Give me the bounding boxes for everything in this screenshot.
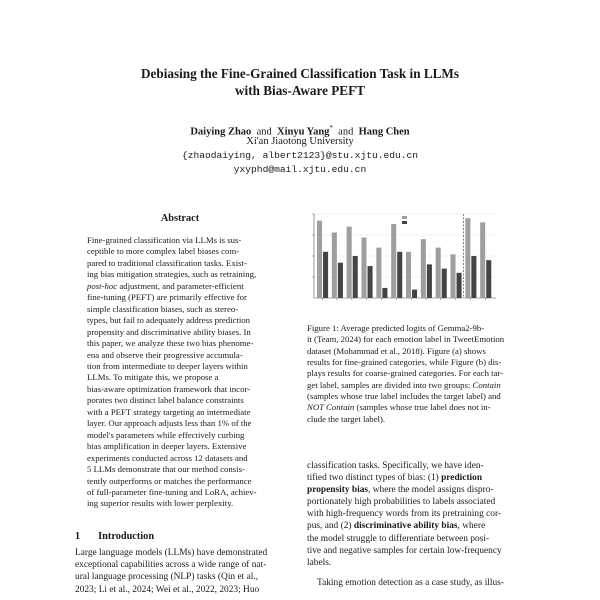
abstract-line: tion from intermediate to deeper layers within xyxy=(87,360,248,371)
author-separator: and xyxy=(256,126,272,138)
bar-contain xyxy=(480,222,485,298)
bar-not-contain xyxy=(412,290,417,298)
abstract-line: porates two distinct label balance constraints xyxy=(87,395,244,406)
section-heading xyxy=(75,531,154,542)
right-column-body xyxy=(307,460,522,589)
body-line: the model struggle to differentiate between posi- xyxy=(307,533,490,544)
abstract-line: Fine-grained classification via LLMs is sus- xyxy=(87,235,242,245)
caption-text: get label, samples are divided into two groups: xyxy=(307,379,473,390)
abstract-line: ing bias mitigation strategies, such as retraining, xyxy=(87,269,257,280)
abstract-line: fine-tuning (PEFT) are primarily effective for xyxy=(87,292,247,303)
body-text: tified two distinct types of bias: (1) xyxy=(307,473,442,484)
body-line xyxy=(307,520,522,532)
caption-line: results for fine-grained categories, while Figure (b) dis- xyxy=(307,357,502,368)
abstract-line: ing superior results with lower perplexity. xyxy=(87,498,234,509)
affiliation: Xi'an Jiaotong University xyxy=(246,136,354,147)
abstract-line: post-hoc adjustment, and parameter-efficient xyxy=(87,280,244,291)
intro-line: exceptional capabilities across a wide range of nat- xyxy=(75,560,267,571)
body-line: with high-frequency words from its pretraining cor- xyxy=(307,509,502,520)
abstract-line: model's parameters while effectively curbing xyxy=(87,429,245,440)
bar-not-contain xyxy=(427,264,432,298)
body-text: pus, and (2) xyxy=(307,521,354,532)
section-title: Introduction xyxy=(98,531,155,542)
abstract-line: experiments conducted across 12 datasets and xyxy=(87,452,248,463)
author-name: Daiying Zhao xyxy=(190,126,252,138)
section-number: 1 xyxy=(75,531,81,542)
abstract-line: pared to traditional classification tasks. Exist- xyxy=(87,257,247,268)
bar-contain xyxy=(406,252,411,298)
bar-contain xyxy=(391,224,396,298)
caption-line: dataset (Mohammad et al., 2018). Figure (a) shows xyxy=(307,345,486,356)
bar-contain xyxy=(347,227,352,298)
bar-contain xyxy=(332,232,337,298)
caption-line xyxy=(307,402,522,413)
caption-not-contain: NOT Contain xyxy=(307,402,355,413)
figure-caption xyxy=(307,323,522,425)
intro-body xyxy=(75,547,295,596)
abstract-line: 5 LLMs demonstrate that our method consis- xyxy=(87,464,245,475)
intro-line: ural language processing (NLP) tasks (Qin et al., xyxy=(75,572,259,583)
intro-line: 2023; Li et al., 2024; Wei et al., 2022, 2023; Huo xyxy=(75,584,260,595)
bar-contain xyxy=(362,238,367,298)
bar-not-contain xyxy=(353,256,358,298)
figure-1-chart xyxy=(306,208,500,311)
abstract-line: propensity and discriminative ability biases. In xyxy=(87,326,251,337)
abstract-line: bias amplification in deeper layers. Extensive xyxy=(87,441,247,452)
abstract-line: this paper, we analyze these two bias phenome- xyxy=(87,338,254,349)
abstract-body xyxy=(87,235,277,510)
caption-line: (samples whose true label includes the target label) and xyxy=(307,391,501,402)
intro-line: Large language models (LLMs) have demonstrated xyxy=(75,548,268,558)
bold-term: prediction xyxy=(441,473,483,484)
bar-not-contain xyxy=(486,260,491,298)
bar-not-contain xyxy=(368,266,373,298)
bar-not-contain xyxy=(471,256,476,298)
author-name: Hang Chen xyxy=(358,126,410,138)
abstract-line: simple classification biases, such as stereo- xyxy=(87,303,239,314)
title-line-2: with Bias-Aware PEFT xyxy=(235,82,365,98)
abstract-line: layer. Our approach adjusts less than 1% of the xyxy=(87,418,252,429)
bar-contain xyxy=(436,248,441,298)
body-line: labels. xyxy=(307,557,332,568)
bar-not-contain xyxy=(457,273,462,298)
body-line: Taking emotion detection as a case study, as illus- xyxy=(317,577,504,588)
bar-not-contain xyxy=(382,288,387,298)
bold-term: discriminative ability bias xyxy=(353,521,458,532)
bar-contain xyxy=(451,254,456,298)
bar-not-contain xyxy=(397,252,402,298)
abstract-line: ceptible to more complex label biases com- xyxy=(87,246,240,257)
bar-contain xyxy=(465,218,470,298)
caption-line: it (Team, 2024) for each emotion label in TweetEmotion xyxy=(307,334,505,345)
abstract-line: with a PEFT strategy targeting an intermediate xyxy=(87,406,251,417)
abstract-line: tently outperforms or matches the performance xyxy=(87,475,252,486)
abstract-line: of full-parameter fine-tuning and LoRA, achiev- xyxy=(87,486,257,497)
caption-line: plays results for coarse-grained categories. For each tar- xyxy=(307,368,504,379)
author-name: Xinyu Yang xyxy=(276,126,330,138)
bar-not-contain xyxy=(338,263,343,298)
legend-swatch-not-contain xyxy=(402,221,407,224)
body-line: tive and negative samples for certain low-frequency xyxy=(307,545,502,556)
abstract-line: types, but fail to adequately address prediction xyxy=(87,315,251,326)
caption-line: clude the target label). xyxy=(307,413,386,424)
bar-contain xyxy=(421,239,426,298)
body-line: propensity bias, where the model assigns dispro- xyxy=(307,485,494,496)
title-line-1: Debiasing the Fine-Grained Classification Task in LLMs xyxy=(140,66,459,81)
corresponding-mark: * xyxy=(329,124,333,132)
author-separator: and xyxy=(338,126,354,138)
body-text: , where xyxy=(457,521,486,532)
paper-title xyxy=(60,66,540,99)
abstract-heading: Abstract xyxy=(160,213,200,224)
caption-contain: Contain xyxy=(472,379,501,390)
caption-line xyxy=(307,380,522,391)
bar-contain xyxy=(317,221,322,298)
legend-swatch-contain xyxy=(402,216,407,219)
email-line: yxyphd@mail.xjtu.edu.cn xyxy=(233,164,367,175)
abstract-line: LLMs. To mitigate this, we propose a xyxy=(87,372,219,383)
bar-not-contain xyxy=(442,269,447,298)
abstract-line: ena and observe their progressive accumula- xyxy=(87,349,243,360)
body-line: classification tasks. Specifically, we have iden- xyxy=(307,461,484,471)
body-line xyxy=(307,472,522,484)
caption-text: (samples whose true label does not in- xyxy=(354,402,491,413)
abstract-line: bias-aware optimization framework that incor- xyxy=(87,383,251,394)
bar-contain xyxy=(376,248,381,298)
email-line: {zhaodaiying, albert2123}@stu.xjtu.edu.cn xyxy=(181,150,419,161)
bar-not-contain xyxy=(323,252,328,298)
caption-line: Figure 1: Average predicted logits of Gemma2-9b- xyxy=(307,323,485,333)
body-line: portionately high probabilities to labels associated xyxy=(307,497,496,508)
